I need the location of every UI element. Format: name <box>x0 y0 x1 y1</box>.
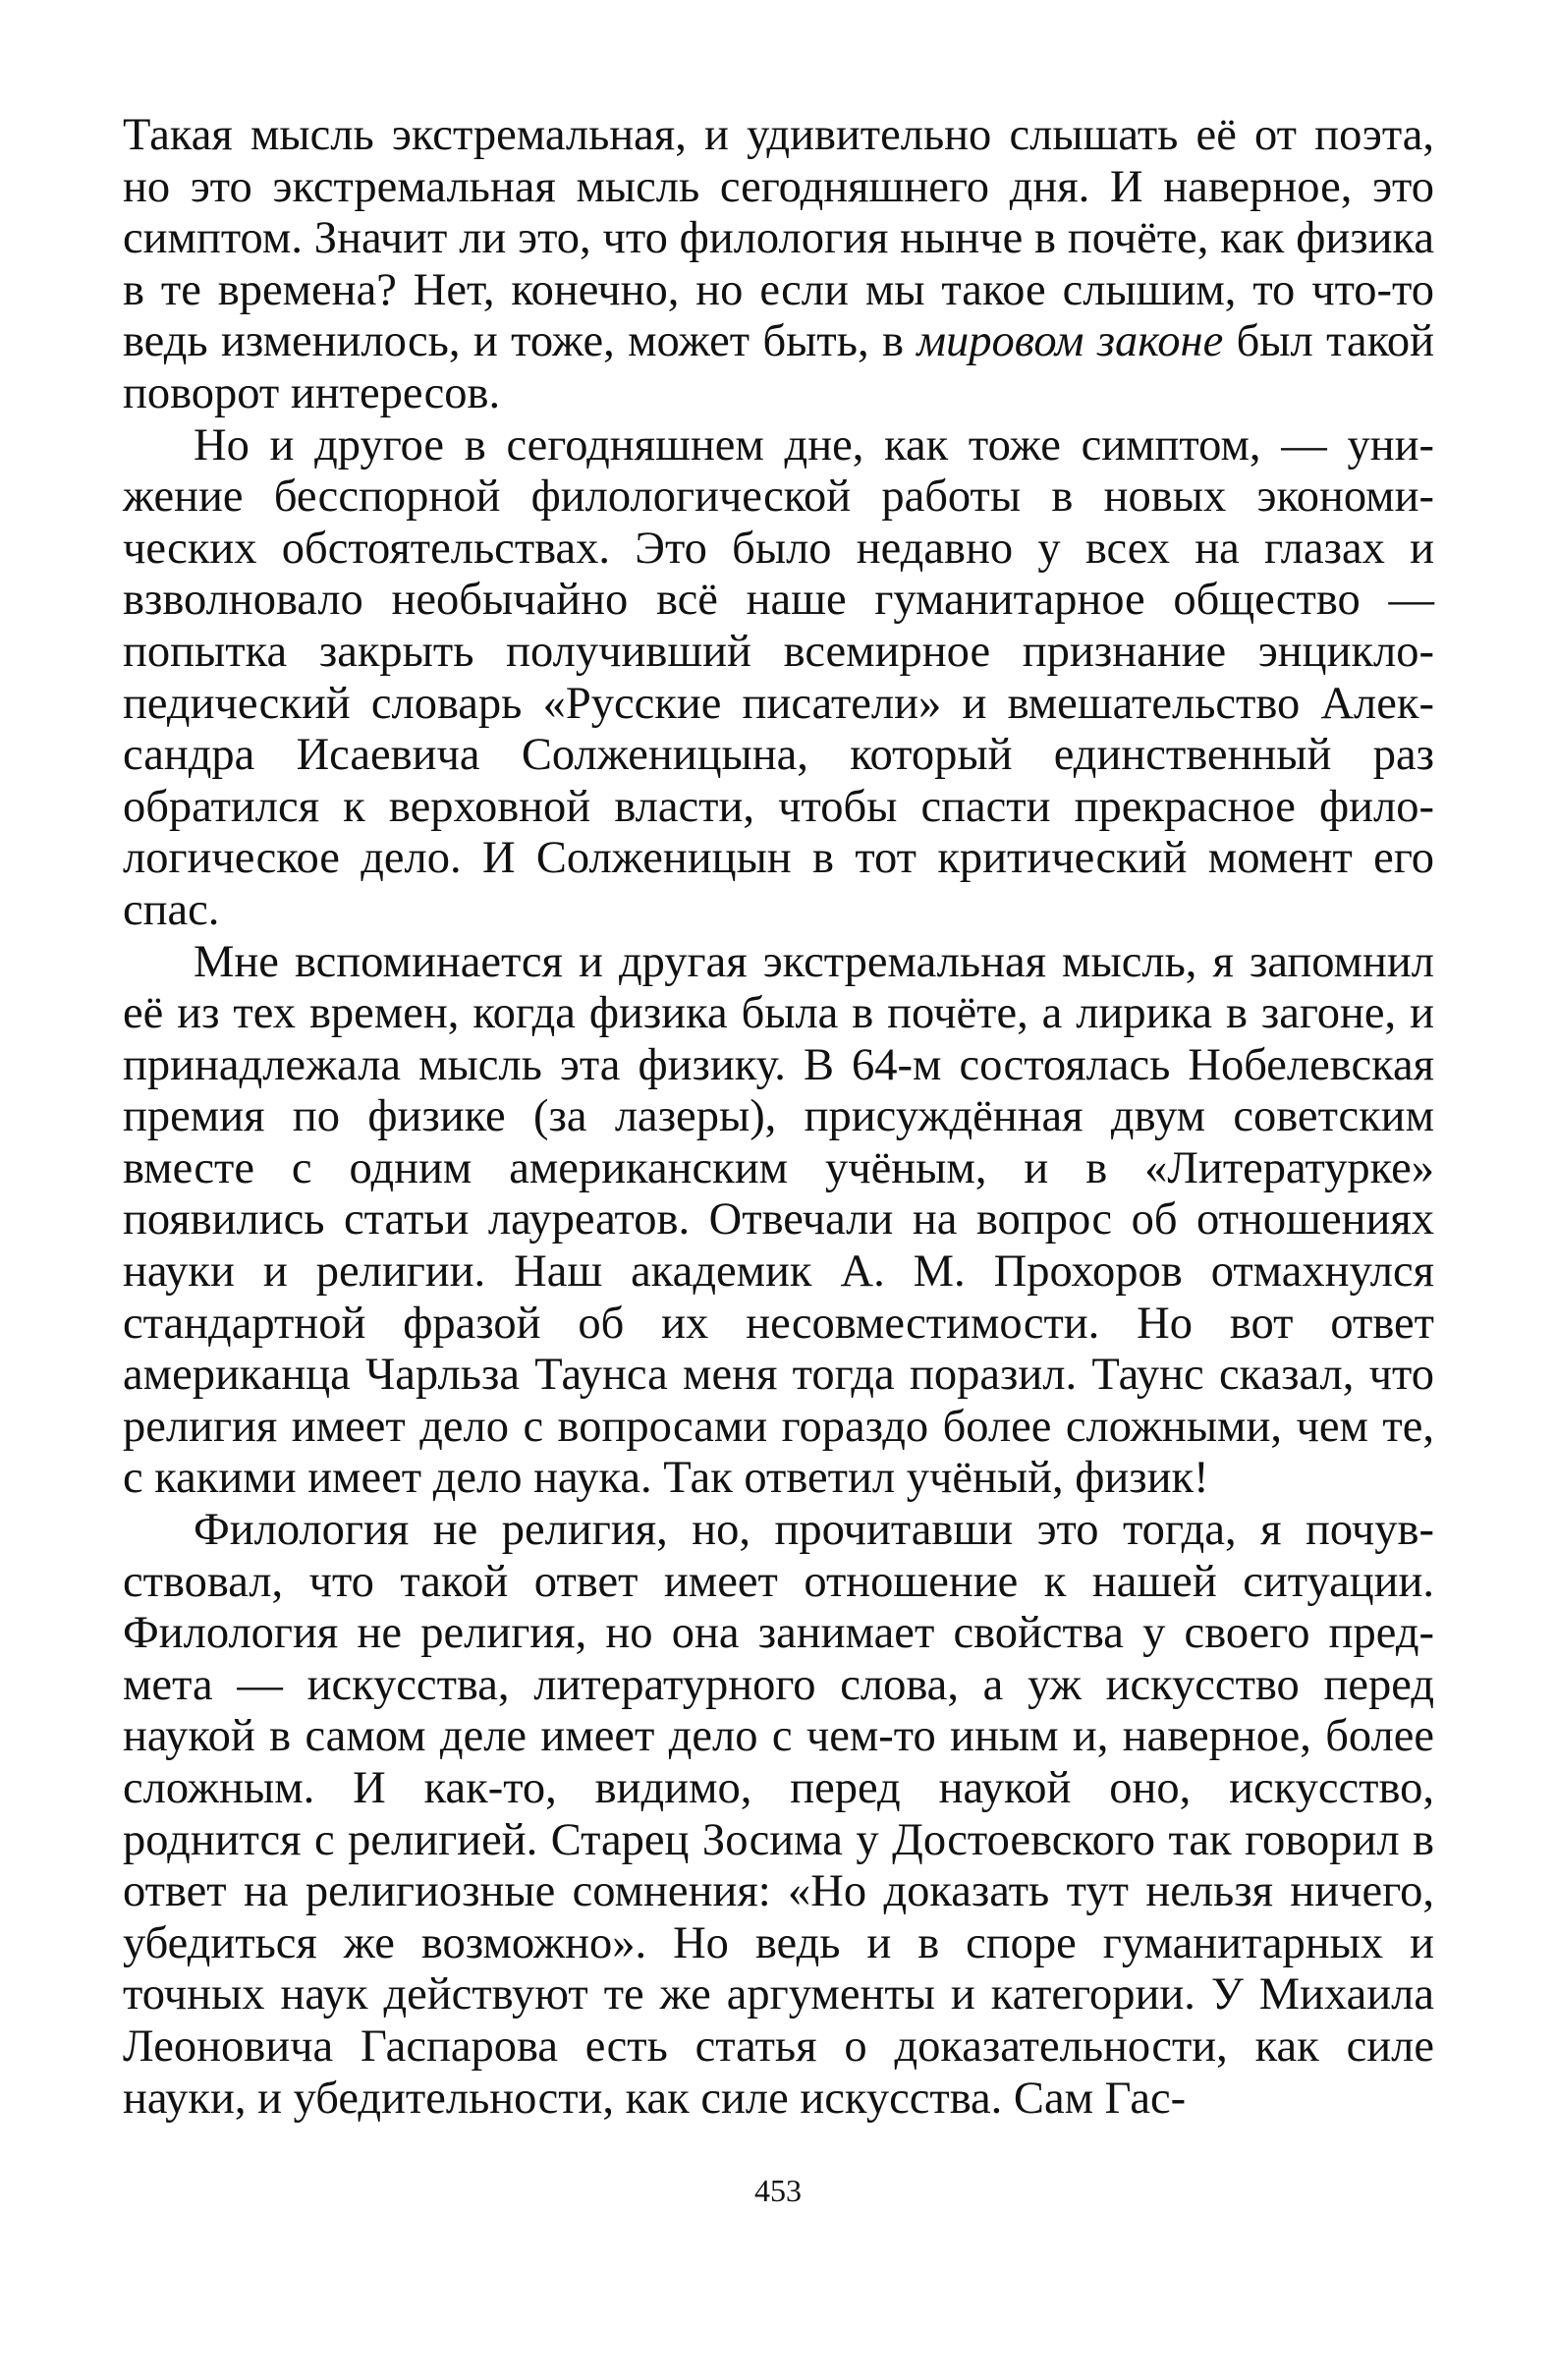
paragraph-2: Но и другое в сегодняшнем дне, как тоже симптом, — унижение бесспорной филологической работы в новых экономических обстоятельствах. Это было недавно у всех на глазах и взволновало необычайно всё наше гуманитарное общество — попытка закрыть получивший всемирное признание энциклопедический словарь «Русские писатели» и вмешательство Александра Исаевича Солженицына, который единственный раз обратился к верховной власти, чтобы спасти прекрасное филологическое дело. И Солженицын в тот критический момент его спас. <box>123 419 1434 935</box>
paragraph-4: Филология не религия, но, прочитавши это тогда, я почувствовал, что такой ответ имеет отношение к нашей ситуации. Филология не религия, но она занимает свойства у своего предмета — искусства, литературного слова, а уж искусство перед наукой в самом деле имеет дело с чем-то иным и, наверное, более сложным. И как-то, видимо, перед наукой оно, искусство, роднится с религией. Старец Зосима у Достоевского так говорил в ответ на религиозные сомнения: «Но доказать тут нельзя ничего, убедиться же возможно». Но ведь и в споре гуманитарных и точных наук действуют те же аргументы и категории. У Михаила Леоновича Гаспарова есть статья о доказательности, как силе науки, и убедительности, как силе искусства. Сам Гас- <box>123 1505 1434 2124</box>
page-body <box>123 110 1434 2125</box>
paragraph-3: Мне вспоминается и другая экстремальная мысль, я запомнил её из тех времен, когда физика была в почёте, а лирика в загоне, и принадлежала мысль эта физику. В 64-м состоялась Нобелевская премия по физике (за лазеры), присуждённая двум советским вместе с одним американским учёным, и в «Литературке» появились статьи лауреатов. Отвечали на вопрос об отношениях науки и религии. Наш академик А. М. Прохоров отмахнулся стандартной фразой об их несовместимости. Но вот ответ американца Чарльза Таунса меня тогда поразил. Таунс сказал, что религия имеет дело с вопросами гораздо более сложными, чем те, с какими имеет дело наука. Так ответил учёный, физик! <box>123 936 1434 1504</box>
page-number: 453 <box>754 2173 802 2208</box>
paragraph-1-text-end: был такой поворот интересов. <box>123 316 1435 418</box>
paragraph-1-text-start: Такая мысль экстремальная, и удивительно слышать её от поэта, но это экстремальная мысль сегодняшнего дня. И наверное, это симптом. Значит ли это, что филология нынче в почёте, как физика в те времена? Нет, конечно, но если мы такое слышим, то что-то ведь изменилось, и тоже, может быть, в <box>123 110 1434 367</box>
paragraph-1-emphasis: мировом законе <box>917 316 1224 367</box>
paragraph-1 <box>123 110 1434 420</box>
